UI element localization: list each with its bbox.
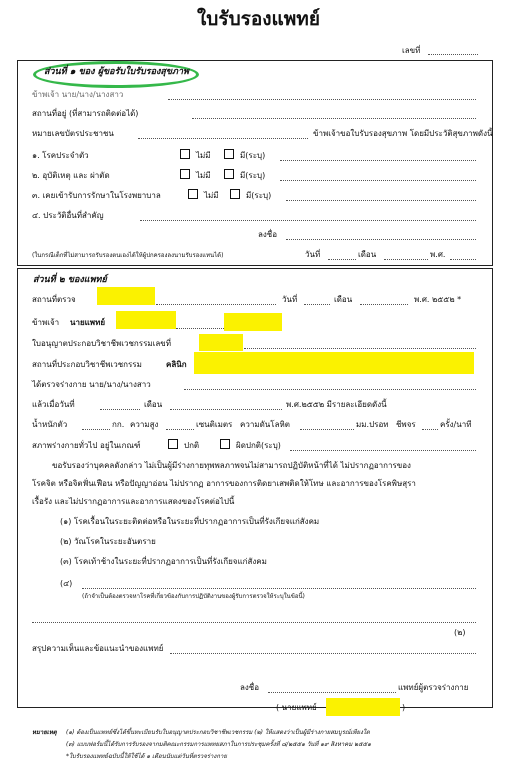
exam-day-field[interactable] (100, 409, 140, 410)
footer-line-2: (๓) แบบฟอร์มนี้ได้รับการรับรองจากมติคณะกรรมการแพทยสภาในการประชุมครั้งที่ ๘/๒๕๕๑ วันที่ ๑๙ สิงหาคม ๒๕๕๑ (66, 741, 372, 748)
page-title: ใบรับรองแพทย์ (197, 8, 320, 30)
name-label: ข้าพเจ้า นาย/นาง/นางสาว (32, 90, 124, 99)
summary-field[interactable] (170, 653, 476, 654)
q1-yes-checkbox[interactable] (224, 149, 234, 159)
id-line-end: ข้าพเจ้าขอใบรับรองสุขภาพ โดยมีประวัติสุขภาพดังนี้ (313, 129, 493, 138)
part2-heading: ส่วนที่ ๒ ของแพทย์ (33, 275, 107, 285)
part1-heading: ส่วนที่ ๑ ของ ผู้ขอรับใบรับรองสุขภาพ (44, 67, 189, 77)
abnormal-label: ผิดปกติ(ระบุ) (236, 441, 281, 450)
clinic-redaction (194, 352, 474, 374)
q3-no-checkbox[interactable] (188, 189, 198, 199)
part1-day-field[interactable] (328, 259, 356, 260)
summary-label: สรุปความเห็นและข้อแนะนำของแพทย์ (32, 644, 164, 653)
clinic-label: สถานที่ประกอบวิชาชีพเวชกรรม (32, 360, 142, 369)
item-2-label: (๒) (454, 628, 466, 637)
weight-label: น้ำหนักตัว (32, 420, 68, 429)
q4-field[interactable] (140, 220, 476, 221)
height-label: ความสูง (130, 420, 159, 429)
disease-2: (๒) วัณโรคในระยะอันตราย (60, 537, 156, 546)
doctor-title: นายแพทย์ (70, 318, 106, 327)
pulse-unit: ครั้ง/นาที (440, 420, 472, 429)
normal-checkbox[interactable] (168, 439, 178, 449)
disease-1: (๑) โรคเรื้อนในระยะติดต่อหรือในระยะที่ปรากฏอาการเป็นที่รังเกียจแก่สังคม (60, 517, 320, 526)
place-field[interactable] (156, 304, 276, 305)
part2-box (17, 268, 493, 708)
doctor-label: ข้าพเจ้า (32, 318, 60, 327)
sign-name-open: ( นายแพทย์ (276, 703, 317, 712)
part1-month-field[interactable] (384, 259, 428, 260)
sign-role: แพทย์ผู้ตรวจร่างกาย (398, 683, 469, 692)
disease-4: (๔) (60, 579, 73, 588)
abnormal-checkbox[interactable] (220, 439, 230, 449)
name-field[interactable] (168, 99, 476, 100)
place-redaction (97, 287, 155, 305)
place-label: สถานที่ตรวจ (32, 295, 76, 304)
exam-month-field[interactable] (170, 409, 282, 410)
license-label: ใบอนุญาตประกอบวิชาชีพเวชกรรมเลขที่ (32, 339, 172, 348)
q1-no-label: ไม่มี (196, 151, 211, 160)
number-label: เลขที่ (402, 46, 421, 55)
part1-year-label: พ.ศ. (430, 250, 446, 259)
cert-para-2: โรคจิต หรือจิตฟั่นเฟือน หรือปัญญาอ่อน ไม่ปรากฏ อาการของการติดยาเสพติดให้โทษ และอาการของโรคพิษสุรา (32, 479, 416, 488)
q2-yes-checkbox[interactable] (224, 169, 234, 179)
q1-detail-field[interactable] (280, 160, 476, 161)
q3-no-label: ไม่มี (204, 191, 219, 200)
address-field[interactable] (192, 118, 476, 119)
disease-3: (๓) โรคเท้าช้างในระยะที่ปรากฏอาการเป็นที่รังเกียจแก่สังคม (60, 557, 267, 566)
doctor-name-redaction (116, 311, 176, 329)
doctor-name-redaction-2 (224, 313, 282, 331)
exam-date-label: แล้วเมื่อวันที่ (32, 400, 75, 409)
disease-4-field[interactable] (82, 588, 476, 589)
height-unit: เซนติเมตร (196, 420, 233, 429)
cert-para-3: เรื้อรัง และไม่ปรากฏอาการและอาการแสดงของโรคต่อไปนี้ (32, 497, 235, 506)
q2-no-checkbox[interactable] (180, 169, 190, 179)
q3-yes-checkbox[interactable] (230, 189, 240, 199)
sign-field[interactable] (268, 692, 396, 693)
sign-name-close: ) (402, 703, 406, 712)
footer-line-1: (๑) ต้องเป็นแพทย์ซึ่งได้ขึ้นทะเบียนรับใบอนุญาตประกอบวิชาชีพเวชกรรม (๒) ให้แสดงว่าเป็นผู้มีร่างกายสมบูรณ์เพียงใด (66, 729, 370, 736)
exam-year-label: พ.ศ.๒๕๕๒ มีรายละเอียดดังนี้ (286, 400, 387, 409)
q2-label: ๒. อุบัติเหตุ และ ผ่าตัด (32, 171, 110, 180)
doctor-name-field[interactable] (176, 328, 224, 329)
sign-label: ลงชื่อ (240, 683, 260, 692)
pulse-label: ชีพจร (396, 420, 416, 429)
part2-day-field[interactable] (304, 304, 330, 305)
q1-label: ๑. โรคประจำตัว (32, 151, 89, 160)
number-field[interactable] (428, 54, 478, 55)
q3-yes-label: มี(ระบุ) (246, 191, 272, 200)
q1-no-checkbox[interactable] (180, 149, 190, 159)
part2-day-label: วันที่ (282, 295, 298, 304)
clinic-prefix: คลินิก (166, 360, 187, 369)
part1-year-field[interactable] (450, 259, 476, 260)
part1-day-label: วันที่ (305, 250, 321, 259)
height-field[interactable] (166, 429, 194, 430)
general-label: สภาพร่างกายทั่วไป อยู่ในเกณฑ์ (32, 441, 141, 450)
q2-no-label: ไม่มี (196, 171, 211, 180)
part1-signature-label: ลงชื่อ (258, 230, 278, 239)
sign-name-redaction (326, 698, 400, 716)
bp-field[interactable] (300, 429, 354, 430)
examined-field[interactable] (184, 389, 476, 390)
disease-4-note: (ถ้าจำเป็นต้องตรวจหาโรคที่เกี่ยวข้องกับการปฏิบัติงานของผู้รับการตรวจให้ระบุในข้อนี้) (82, 593, 305, 600)
part2-year-label: พ.ศ. ๒๕๕๒ * (414, 295, 462, 304)
part2-month-label: เดือน (334, 295, 353, 304)
q3-label: ๓. เคยเข้ารับการรักษาในโรงพยาบาล (32, 191, 161, 200)
q4-label: ๔. ประวัติอื่นที่สำคัญ (32, 211, 104, 220)
part1-signature-field[interactable] (286, 239, 476, 240)
q3-detail-field[interactable] (286, 200, 476, 201)
id-field[interactable] (138, 138, 308, 139)
bp-unit: มม.ปรอท (356, 420, 389, 429)
part2-month-field[interactable] (360, 304, 408, 305)
exam-month-label: เดือน (144, 400, 163, 409)
q1-yes-label: มี(ระบุ) (240, 151, 266, 160)
weight-unit: กก. (112, 420, 125, 429)
part1-month-label: เดือน (358, 250, 377, 259)
license-redaction (199, 334, 243, 351)
normal-label: ปกติ (184, 441, 200, 450)
examined-label: ได้ตรวจร่างกาย นาย/นาง/นางสาว (32, 380, 151, 389)
weight-field[interactable] (82, 429, 110, 430)
abnormal-field[interactable] (290, 450, 476, 451)
extra-line-field[interactable] (32, 622, 476, 623)
q2-detail-field[interactable] (280, 180, 476, 181)
footer-line-3: *ใบรับรองแพทย์ฉบับนี้ให้ใช้ได้ ๑ เดือนนับแต่วันที่ตรวจร่างกาย (66, 753, 227, 760)
id-label: หมายเลขบัตรประชาชน (32, 129, 114, 138)
cert-para-1: ขอรับรองว่าบุคคลดังกล่าว ไม่เป็นผู้มีร่างกายทุพพลภาพจนไม่สามารถปฏิบัติหน้าที่ได้ ไม่ปรากฏอาการของ (52, 461, 411, 470)
footer-label: หมายเหตุ (32, 729, 57, 736)
q2-yes-label: มี(ระบุ) (240, 171, 266, 180)
part1-note: (ในกรณีเด็กที่ไม่สามารถรับรองตนเองได้ให้ผู้ปกครองลงนามรับรองแทนได้) (32, 252, 224, 259)
license-field[interactable] (244, 348, 476, 349)
address-label: สถานที่อยู่ (ที่สามารถติดต่อได้) (32, 109, 139, 118)
bp-label: ความดันโลหิต (240, 420, 290, 429)
pulse-field[interactable] (422, 429, 438, 430)
